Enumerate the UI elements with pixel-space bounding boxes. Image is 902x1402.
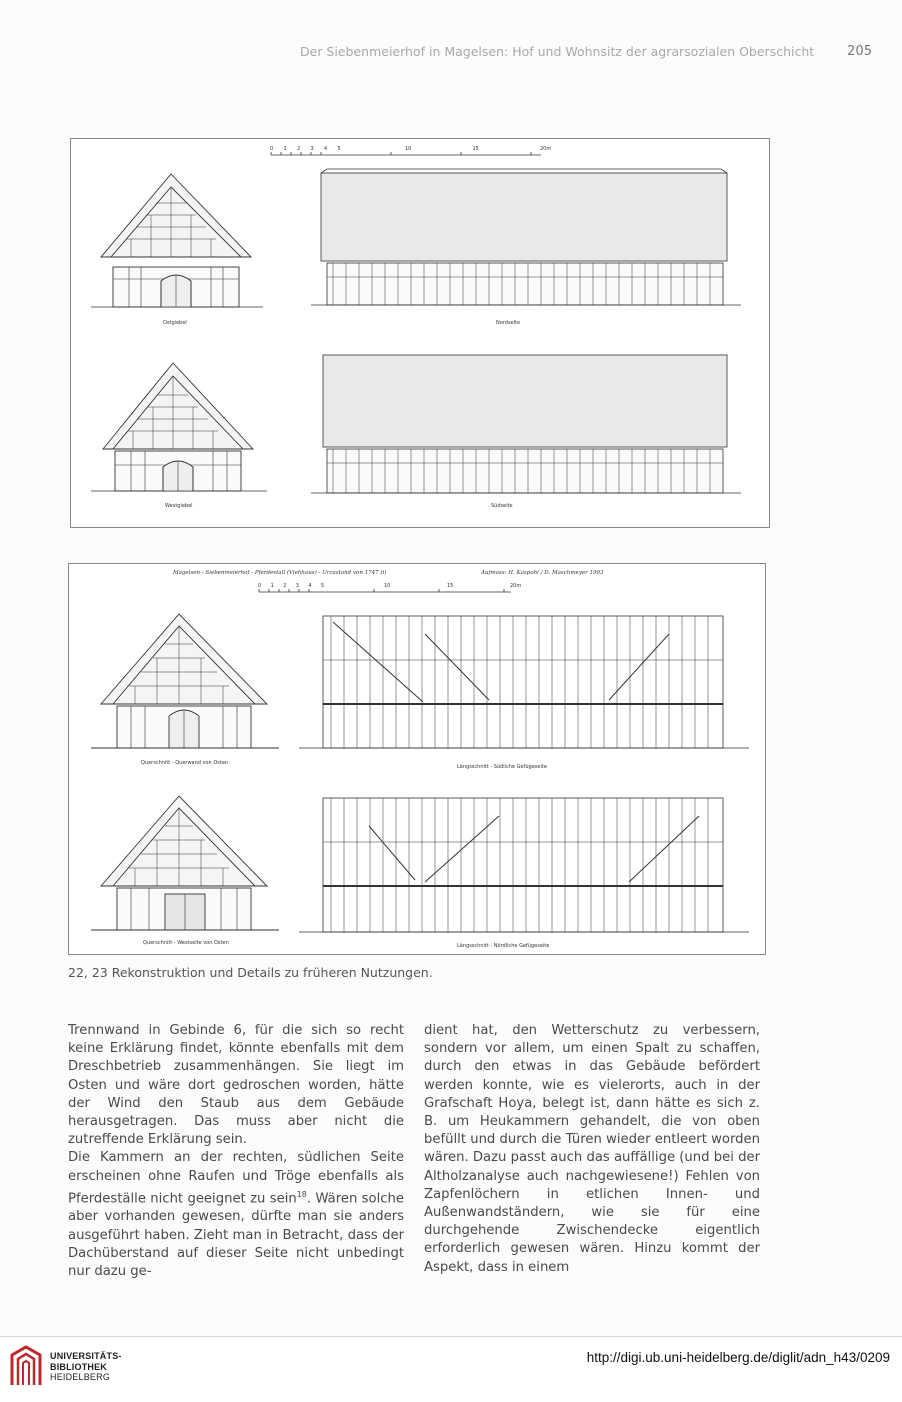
footnote-ref[interactable]: 18 bbox=[296, 1189, 307, 1199]
scale-tick-label: 4 bbox=[324, 146, 328, 152]
figure2-title: Magelsen - Siebenmeierhof - Pferdestall (Viehhaus) - Urzustand von 1747 (i) bbox=[173, 570, 387, 576]
label-querschnitt-ost: Querschnitt - Querwand von Osten bbox=[141, 760, 229, 766]
scale-tick-label: 0 bbox=[258, 583, 262, 589]
body-column-left bbox=[68, 1022, 404, 1281]
scale-bar bbox=[271, 152, 541, 155]
scale-tick-label: 1 bbox=[283, 146, 287, 152]
querschnitt-west-drawing bbox=[91, 796, 279, 930]
scale-tick-label: 15 bbox=[472, 146, 479, 152]
ostgiebel-drawing bbox=[91, 174, 263, 307]
label-nordseite: Nordseite bbox=[496, 320, 521, 326]
paragraph-text: . Wären solche aber vorhanden gewesen, dürfte man sie anders ausgeführt haben. Zieht man in Betracht, dass der Dachüberstand auf dieser Seite nicht unbedingt nur dazu ge- bbox=[68, 1191, 405, 1280]
label-laengsschnitt-sued: Längsschnitt - Südliche Gefügeseite bbox=[457, 764, 547, 770]
logo-line: HEIDELBERG bbox=[50, 1372, 111, 1382]
library-logo-text bbox=[50, 1351, 122, 1383]
header-title: Der Siebenmeierhof in Magelsen: Hof und Wohnsitz der agrarsozialen Oberschicht bbox=[300, 44, 815, 59]
laengsschnitt-nord-drawing bbox=[299, 798, 749, 932]
library-logo-icon bbox=[8, 1345, 44, 1389]
scale-tick-label: 20m bbox=[510, 583, 522, 589]
figure-elevations bbox=[70, 138, 770, 528]
scale-tick-label: 10 bbox=[384, 583, 391, 589]
figure-caption: 22, 23 Rekonstruktion und Details zu früheren Nutzungen. bbox=[68, 965, 433, 980]
section-drawings bbox=[69, 564, 765, 954]
querschnitt-ost-drawing bbox=[91, 614, 279, 748]
scale-tick-label: 2 bbox=[283, 583, 287, 589]
scale-tick-label: 0 bbox=[270, 146, 274, 152]
scale-tick-label: 10 bbox=[405, 146, 412, 152]
scale-tick-label: 4 bbox=[308, 583, 312, 589]
scale-tick-label: 1 bbox=[270, 583, 274, 589]
page-number: 205 bbox=[847, 44, 872, 59]
westgiebel-drawing bbox=[91, 363, 267, 491]
elevation-drawings bbox=[71, 139, 769, 527]
label-westgiebel: Westgiebel bbox=[165, 503, 193, 509]
scale-tick-label: 15 bbox=[447, 583, 454, 589]
permalink-url[interactable]: http://digi.ub.uni-heidelberg.de/diglit/adn_h43/0209 bbox=[586, 1350, 890, 1365]
scale-tick-label: 3 bbox=[295, 583, 299, 589]
scale-bar-2 bbox=[259, 589, 511, 592]
laengsschnitt-sued-drawing bbox=[299, 616, 749, 748]
label-suedseite: Südseite bbox=[491, 503, 513, 509]
figure2-survey: Aufmass: H. Kaspohl / D. Maschmeyer 1993 bbox=[481, 570, 604, 576]
figure-sections bbox=[68, 563, 766, 955]
paragraph: dient hat, den Wetterschutz zu verbessern, sondern vor allem, um einen Spalt zu schaffen, durch den etwas in das Gebäude befördert werden konnte, wie es vielerorts, auch in der Grafschaft Hoya, belegt ist, dann hätte es sich z. B. um Heukammern gehandelt, die von oben befüllt und durch die Türen wieder entleert worden wären. Dazu passt auch das auffällige (und bei der Altholzanalyse auch nachgewiesene!) Fehlen von Zapfenlöchern in etlichen Innen- und Außenwandständern, wie sie für eine durchgehende Zwischendecke eigentlich erforderlich gewesen wären. Hinzu kommt der Aspekt, dass in einem bbox=[424, 1023, 760, 1275]
label-laengsschnitt-nord: Längsschnitt - Nördliche Gefügeseite bbox=[457, 943, 550, 949]
paragraph-text: Die Kammern an der rechten, südlichen Seite erscheinen ohne Raufen und Tröge ebenfalls als Pferdeställe nicht geeignet zu sein bbox=[68, 1150, 404, 1207]
logo-line: BIBLIOTHEK bbox=[50, 1361, 107, 1372]
paragraph bbox=[68, 1149, 404, 1281]
label-ostgiebel: Ostgiebel bbox=[163, 320, 187, 326]
scale-tick-label: 5 bbox=[321, 583, 325, 589]
label-querschnitt-west: Querschnitt - Westseite von Osten bbox=[143, 940, 229, 946]
nordseite-drawing bbox=[311, 169, 741, 305]
scale-tick-label: 5 bbox=[337, 146, 341, 152]
scale-tick-label: 3 bbox=[310, 146, 314, 152]
scale-tick-label: 2 bbox=[297, 146, 301, 152]
body-column-right bbox=[424, 1022, 760, 1277]
scale-tick-label: 20m bbox=[540, 146, 552, 152]
suedseite-drawing bbox=[311, 355, 741, 493]
logo-line: UNIVERSITÄTS- bbox=[50, 1351, 122, 1361]
library-footer bbox=[0, 1336, 902, 1402]
paragraph: Trennwand in Gebinde 6, für die sich so recht keine Erklärung findet, könnte ebenfalls mit dem Dreschbetrieb zusammenhängen. Sie liegt im Osten und wäre dort gedroschen worden, hätte der Wind den Staub aus dem Gebäude herausgetragen. Das muss aber nicht die zutreffende Erklärung sein. bbox=[68, 1023, 404, 1148]
